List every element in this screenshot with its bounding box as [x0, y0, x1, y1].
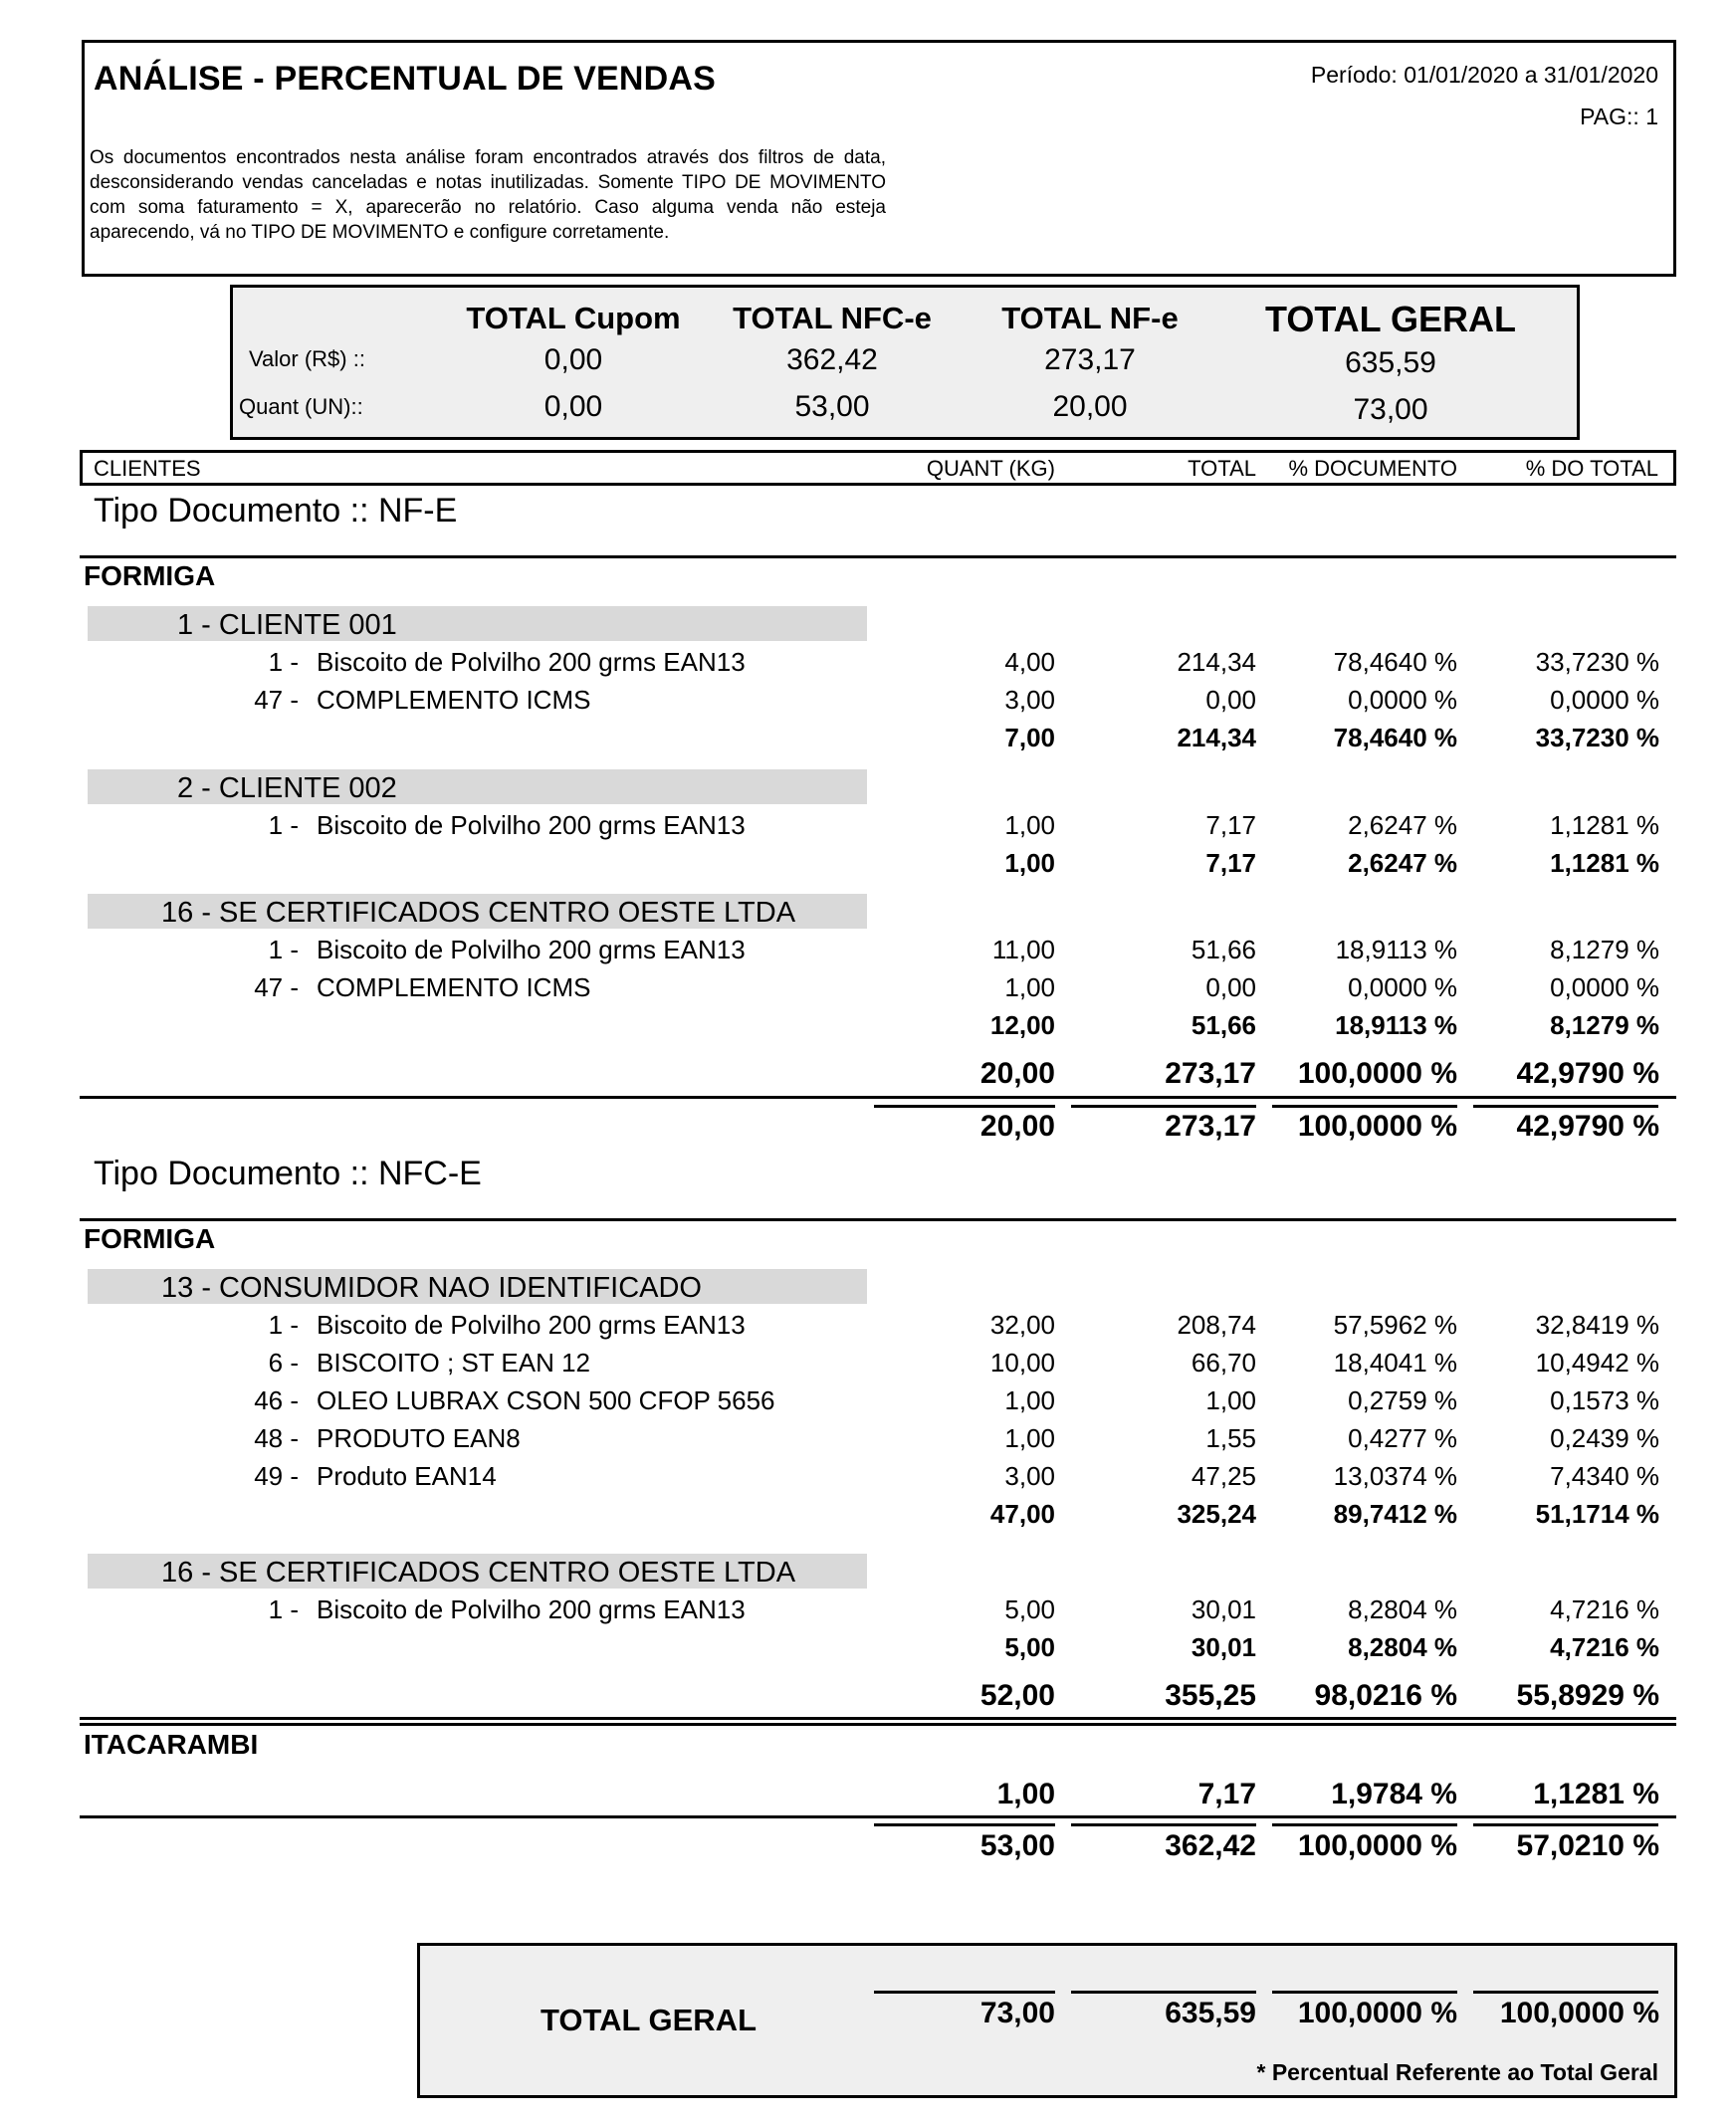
total-rule [1272, 1823, 1457, 1826]
section-total-quant: 20,00 [979, 1110, 1055, 1143]
item-total: 30,01 [1191, 1594, 1256, 1624]
section-title-nfe: Tipo Documento :: NF-E [94, 492, 458, 530]
item-desc: Produto EAN14 [317, 1461, 497, 1491]
divider [80, 1815, 1676, 1818]
grand-total-pct-total: 100,0000 % [1499, 1997, 1659, 2029]
divider [80, 1717, 1676, 1720]
city-total-pct-doc: 1,9784 % [1331, 1778, 1457, 1810]
col-total: TOTAL [1188, 456, 1256, 481]
summary-label-valor: Valor (R$) :: [249, 346, 365, 371]
item-code: 46 - [254, 1385, 299, 1415]
summary-header-nfce: TOTAL NFC-e [733, 301, 932, 335]
total-rule [1272, 1991, 1457, 1994]
summary-header-geral: TOTAL GERAL [1265, 299, 1516, 339]
summary-quant-geral: 73,00 [1353, 393, 1428, 426]
summary-quant-nfce: 53,00 [794, 390, 870, 423]
client-subtotal-pct-total: 51,1714 % [1535, 1499, 1659, 1529]
grand-total-label: TOTAL GERAL [541, 2003, 757, 2037]
col-clientes: CLIENTES [94, 456, 201, 481]
item-pct-doc: 0,0000 % [1348, 685, 1457, 715]
summary-valor-nfe: 273,17 [1044, 343, 1136, 376]
item-quant: 10,00 [989, 1348, 1055, 1378]
section-total-total: 273,17 [1165, 1110, 1256, 1143]
client-subtotal-pct-total: 8,1279 % [1550, 1010, 1659, 1040]
summary-label-quant: Quant (UN):: [239, 394, 363, 419]
col-pct-total: % DO TOTAL [1525, 456, 1658, 481]
client-label: 16 - SE CERTIFICADOS CENTRO OESTE LTDA [161, 1557, 796, 1589]
footnote: * Percentual Referente ao Total Geral [1256, 2059, 1658, 2085]
item-code: 1 - [268, 810, 299, 840]
divider [80, 555, 1676, 558]
item-desc: Biscoito de Polvilho 200 grms EAN13 [317, 1594, 746, 1624]
client-subtotal-pct-doc: 18,9113 % [1335, 1010, 1457, 1040]
item-quant: 1,00 [1004, 972, 1055, 1002]
item-desc: Biscoito de Polvilho 200 grms EAN13 [317, 1310, 746, 1340]
section-total-pct-doc: 100,0000 % [1297, 1829, 1457, 1862]
total-rule [874, 1823, 1055, 1826]
item-code: 48 - [254, 1423, 299, 1453]
total-rule [1473, 1823, 1658, 1826]
item-desc: OLEO LUBRAX CSON 500 CFOP 5656 [317, 1385, 775, 1415]
client-label: 1 - CLIENTE 001 [177, 609, 397, 641]
item-desc: Biscoito de Polvilho 200 grms EAN13 [317, 810, 746, 840]
summary-header-cupom: TOTAL Cupom [466, 301, 681, 335]
item-pct-doc: 57,5962 % [1333, 1310, 1457, 1340]
section-total-total: 362,42 [1165, 1829, 1256, 1862]
item-code: 1 - [268, 1310, 299, 1340]
client-subtotal-total: 30,01 [1191, 1632, 1256, 1662]
city-name: FORMIGA [84, 560, 216, 591]
item-total: 66,70 [1191, 1348, 1256, 1378]
item-desc: BISCOITO ; ST EAN 12 [317, 1348, 591, 1378]
item-pct-total: 32,8419 % [1535, 1310, 1659, 1340]
item-pct-total: 4,7216 % [1550, 1594, 1659, 1624]
section-total-pct-total: 57,0210 % [1516, 1829, 1659, 1862]
section-total-pct-total: 42,9790 % [1516, 1110, 1659, 1143]
summary-header-nfe: TOTAL NF-e [1001, 301, 1179, 335]
item-total: 51,66 [1191, 935, 1256, 964]
item-quant: 3,00 [1004, 685, 1055, 715]
city-total-quant: 52,00 [979, 1679, 1055, 1712]
item-desc: Biscoito de Polvilho 200 grms EAN13 [317, 935, 746, 964]
summary-valor-geral: 635,59 [1345, 346, 1436, 379]
total-rule [1071, 1991, 1256, 1994]
divider [80, 1096, 1676, 1099]
summary-valor-cupom: 0,00 [543, 343, 603, 376]
total-rule [1473, 1105, 1658, 1108]
section-title-nfce: Tipo Documento :: NFC-E [94, 1155, 482, 1192]
client-subtotal-quant: 7,00 [1004, 723, 1055, 752]
client-subtotal-pct-doc: 89,7412 % [1333, 1499, 1457, 1529]
client-subtotal-pct-total: 4,7216 % [1550, 1632, 1659, 1662]
item-quant: 1,00 [1004, 810, 1055, 840]
col-quant: QUANT (KG) [926, 456, 1055, 481]
item-quant: 32,00 [989, 1310, 1055, 1340]
client-label: 16 - SE CERTIFICADOS CENTRO OESTE LTDA [161, 897, 796, 929]
item-total: 1,55 [1205, 1423, 1256, 1453]
report-description: Os documentos encontrados nesta análise foram encontrados através dos filtros de data, desconsiderando vendas canceladas e notas inutilizadas. Somente TIPO DE MOVIMENTO com soma faturamento = X, aparecerão no relatório. Caso alguma venda não esteja aparecendo, vá no TIPO DE MOVIMENTO e configure corretamente. [90, 147, 886, 243]
item-total: 214,34 [1177, 647, 1256, 677]
item-quant: 3,00 [1004, 1461, 1055, 1491]
item-code: 1 - [268, 647, 299, 677]
divider [80, 1218, 1676, 1221]
client-subtotal-total: 51,66 [1191, 1010, 1256, 1040]
client-subtotal-quant: 1,00 [1004, 848, 1055, 878]
summary-quant-cupom: 0,00 [543, 390, 603, 423]
item-pct-doc: 0,0000 % [1348, 972, 1457, 1002]
item-code: 49 - [254, 1461, 299, 1491]
city-name: ITACARAMBI [84, 1729, 259, 1760]
item-desc: Biscoito de Polvilho 200 grms EAN13 [317, 647, 746, 677]
total-rule [1473, 1991, 1658, 1994]
client-subtotal-pct-doc: 78,4640 % [1333, 723, 1457, 752]
page-number: PAG:: 1 [1580, 104, 1658, 129]
item-pct-doc: 2,6247 % [1348, 810, 1457, 840]
city-total-total: 355,25 [1165, 1679, 1256, 1712]
item-code: 1 - [268, 1594, 299, 1624]
city-total-pct-total: 55,8929 % [1516, 1679, 1659, 1712]
item-total: 0,00 [1205, 685, 1256, 715]
grand-total-total: 635,59 [1165, 1997, 1256, 2029]
period-label: Período: 01/01/2020 a 31/01/2020 [1310, 62, 1658, 88]
client-label: 2 - CLIENTE 002 [177, 772, 397, 804]
city-total-pct-doc: 98,0216 % [1314, 1679, 1457, 1712]
client-subtotal-total: 7,17 [1205, 848, 1256, 878]
item-pct-total: 0,1573 % [1550, 1385, 1659, 1415]
city-total-quant: 20,00 [979, 1057, 1055, 1090]
item-code: 47 - [254, 972, 299, 1002]
item-total: 1,00 [1205, 1385, 1256, 1415]
client-subtotal-pct-doc: 8,2804 % [1348, 1632, 1457, 1662]
total-rule [1071, 1105, 1256, 1108]
item-pct-doc: 13,0374 % [1333, 1461, 1457, 1491]
item-pct-total: 0,2439 % [1550, 1423, 1659, 1453]
client-subtotal-total: 214,34 [1177, 723, 1256, 752]
item-pct-doc: 8,2804 % [1348, 1594, 1457, 1624]
item-quant: 5,00 [1004, 1594, 1055, 1624]
divider [80, 1723, 1676, 1726]
item-total: 208,74 [1177, 1310, 1256, 1340]
item-quant: 1,00 [1004, 1423, 1055, 1453]
city-total-quant: 1,00 [996, 1778, 1055, 1810]
item-pct-total: 8,1279 % [1550, 935, 1659, 964]
city-total-total: 7,17 [1197, 1778, 1256, 1810]
total-rule [874, 1105, 1055, 1108]
item-pct-doc: 18,9113 % [1335, 935, 1457, 964]
summary-quant-nfe: 20,00 [1052, 390, 1128, 423]
grand-total-quant: 73,00 [979, 1997, 1055, 2029]
item-pct-doc: 0,4277 % [1348, 1423, 1457, 1453]
client-subtotal-quant: 12,00 [989, 1010, 1055, 1040]
city-total-pct-total: 1,1281 % [1533, 1778, 1659, 1810]
item-pct-total: 1,1281 % [1550, 810, 1659, 840]
section-total-quant: 53,00 [979, 1829, 1055, 1862]
item-pct-doc: 0,2759 % [1348, 1385, 1457, 1415]
client-label: 13 - CONSUMIDOR NAO IDENTIFICADO [161, 1272, 702, 1304]
item-desc: COMPLEMENTO ICMS [317, 972, 591, 1002]
client-subtotal-pct-total: 33,7230 % [1535, 723, 1659, 752]
total-rule [874, 1991, 1055, 1994]
item-pct-total: 33,7230 % [1535, 647, 1659, 677]
item-quant: 11,00 [991, 935, 1055, 964]
item-code: 6 - [268, 1348, 299, 1378]
item-quant: 1,00 [1004, 1385, 1055, 1415]
total-rule [1071, 1823, 1256, 1826]
item-code: 1 - [268, 935, 299, 964]
client-subtotal-quant: 5,00 [1004, 1632, 1055, 1662]
report-title: ANÁLISE - PERCENTUAL DE VENDAS [94, 60, 716, 98]
client-subtotal-pct-total: 1,1281 % [1550, 848, 1659, 878]
client-subtotal-total: 325,24 [1177, 1499, 1256, 1529]
item-pct-doc: 18,4041 % [1333, 1348, 1457, 1378]
item-pct-doc: 78,4640 % [1333, 647, 1457, 677]
item-total: 0,00 [1205, 972, 1256, 1002]
city-total-pct-doc: 100,0000 % [1297, 1057, 1457, 1090]
city-total-total: 273,17 [1165, 1057, 1256, 1090]
item-total: 7,17 [1205, 810, 1256, 840]
item-code: 47 - [254, 685, 299, 715]
client-subtotal-pct-doc: 2,6247 % [1348, 848, 1457, 878]
city-total-pct-total: 42,9790 % [1516, 1057, 1659, 1090]
summary-valor-nfce: 362,42 [786, 343, 878, 376]
item-pct-total: 0,0000 % [1550, 972, 1659, 1002]
item-pct-total: 7,4340 % [1550, 1461, 1659, 1491]
grand-total-pct-doc: 100,0000 % [1297, 1997, 1457, 2029]
item-desc: COMPLEMENTO ICMS [317, 685, 591, 715]
total-rule [1272, 1105, 1457, 1108]
item-total: 47,25 [1191, 1461, 1256, 1491]
item-quant: 4,00 [1004, 647, 1055, 677]
item-pct-total: 10,4942 % [1535, 1348, 1659, 1378]
city-name: FORMIGA [84, 1223, 216, 1254]
col-pct-documento: % DOCUMENTO [1288, 456, 1457, 481]
item-desc: PRODUTO EAN8 [317, 1423, 521, 1453]
section-total-pct-doc: 100,0000 % [1297, 1110, 1457, 1143]
client-subtotal-quant: 47,00 [989, 1499, 1055, 1529]
item-pct-total: 0,0000 % [1550, 685, 1659, 715]
